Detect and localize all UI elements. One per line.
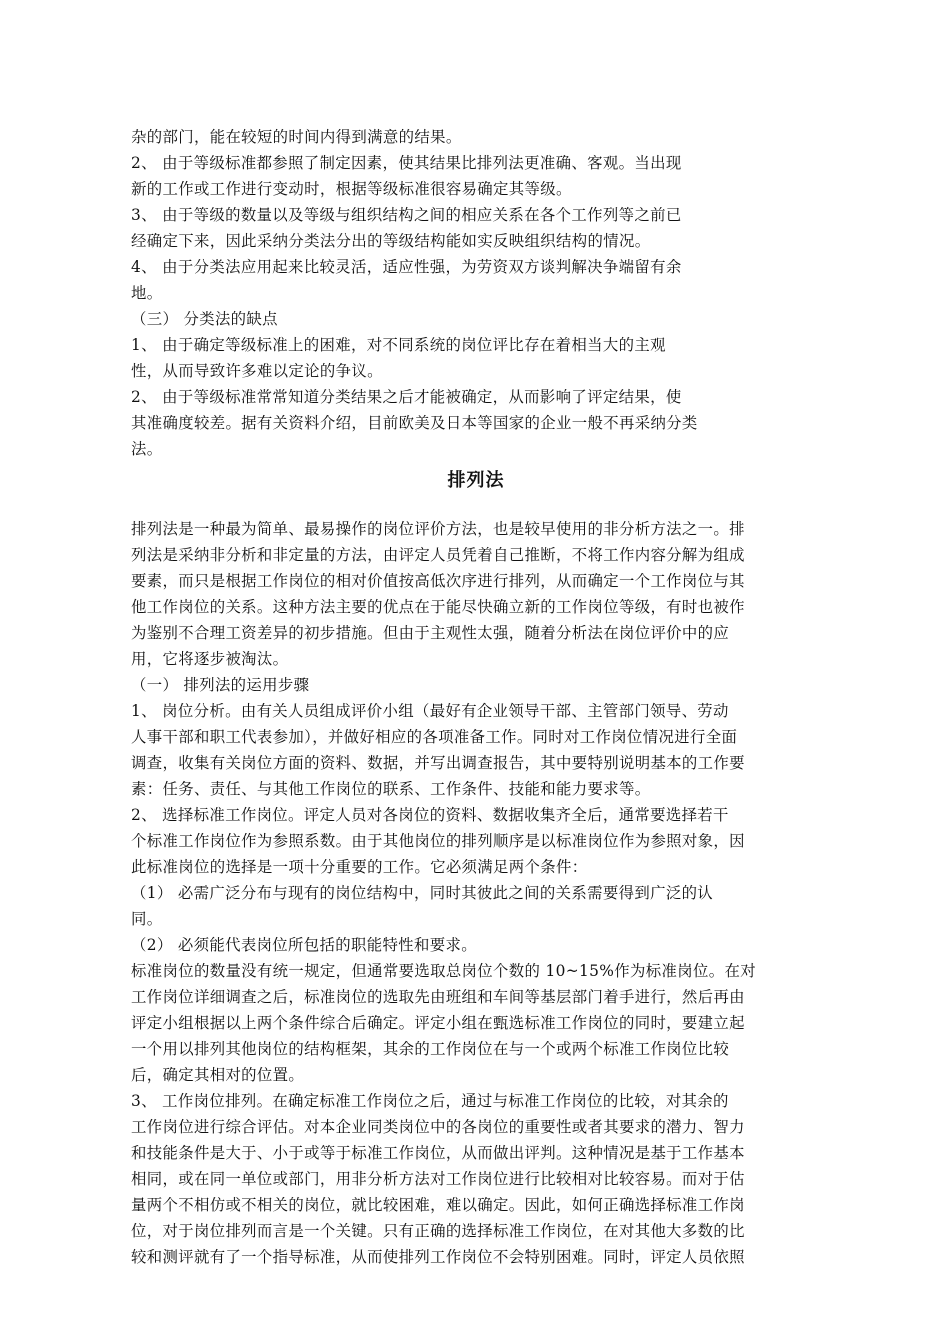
text-line: 调查，收集有关岗位方面的资料、数据，并写出调查报告，其中要特别说明基本的工作要 (131, 754, 745, 772)
text-line: （三） 分类法的缺点 (131, 310, 278, 328)
text-line: 他工作岗位的关系。这种方法主要的优点在于能尽快确立新的工作岗位等级，有时也被作 (131, 598, 745, 616)
text-line: 较和测评就有了一个指导标准，从而使排列工作岗位不会特别困难。同时，评定人员依照 (131, 1248, 745, 1266)
text-line: 法。 (131, 440, 163, 458)
document-body (131, 124, 821, 1270)
text-line: 用，它将逐步被淘汰。 (131, 650, 289, 668)
ranking-method-section (131, 516, 821, 1270)
text-line: 相同，或在同一单位或部门，用非分析方法对工作岗位进行比较相对比较容易。而对于估 (131, 1170, 745, 1188)
text-line: 3、 工作岗位排列。在确定标准工作岗位之后，通过与标准工作岗位的比较，对其余的 (131, 1092, 729, 1110)
text-line: 3、 由于等级的数量以及等级与组织结构之间的相应关系在各个工作列等之前已 (131, 206, 682, 224)
text-line: 个标准工作岗位作为参照系数。由于其他岗位的排列顺序是以标准岗位作为参照对象，因 (131, 832, 745, 850)
text-line: （1） 必需广泛分布与现有的岗位结构中，同时其彼此之间的关系需要得到广泛的认 (131, 884, 714, 902)
text-line: 新的工作或工作进行变动时，根据等级标准很容易确定其等级。 (131, 180, 572, 198)
text-line: 工作岗位详细调查之后，标准岗位的选取先由班组和车间等基层部门着手进行，然后再由 (131, 988, 745, 1006)
text-line: （2） 必须能代表岗位所包括的职能特性和要求。 (131, 936, 477, 954)
text-line: 此标准岗位的选择是一项十分重要的工作。它必须满足两个条件： (131, 858, 588, 876)
text-line: 4、 由于分类法应用起来比较灵活，适应性强，为劳资双方谈判解决争端留有余 (131, 258, 682, 276)
text-line: 位，对于岗位排列而言是一个关键。只有正确的选择标准工作岗位，在对其他大多数的比 (131, 1222, 745, 1240)
text-line: （一） 排列法的运用步骤 (131, 676, 310, 694)
text-line: 同。 (131, 910, 163, 928)
text-line: 一个用以排列其他岗位的结构框架，其余的工作岗位在与一个或两个标准工作岗位比较 (131, 1040, 730, 1058)
classification-method-section (131, 124, 821, 462)
text-line: 2、 由于等级标准都参照了制定因素，使其结果比排列法更准确、客观。当出现 (131, 154, 682, 172)
text-line: 标准岗位的数量没有统一规定，但通常要选取总岗位个数的 10~15%作为标准岗位。在对 (131, 962, 756, 980)
text-line: 地。 (131, 284, 163, 302)
text-line: 经确定下来，因此采纳分类法分出的等级结构能如实反映组织结构的情况。 (131, 232, 651, 250)
section-heading: 排列法 (447, 470, 505, 491)
text-line: 1、 岗位分析。由有关人员组成评价小组（最好有企业领导干部、主管部门领导、劳动 (131, 702, 729, 720)
text-line: 评定小组根据以上两个条件综合后确定。评定小组在甄选标准工作岗位的同时，要建立起 (131, 1014, 745, 1032)
text-line: 列法是采纳非分析和非定量的方法，由评定人员凭着自己推断，不将工作内容分解为组成 (131, 546, 745, 564)
text-line: 和技能条件是大于、小于或等于标准工作岗位，从而做出评判。这种情况是基于工作基本 (131, 1144, 745, 1162)
text-line: 排列法是一种最为简单、最易操作的岗位评价方法，也是较早使用的非分析方法之一。排 (131, 520, 745, 538)
text-line: 人事干部和职工代表参加），并做好相应的各项准备工作。同时对工作岗位情况进行全面 (131, 728, 738, 746)
text-line: 1、 由于确定等级标准上的困难，对不同系统的岗位评比存在着相当大的主观 (131, 336, 666, 354)
text-line: 性，从而导致许多难以定论的争议。 (131, 362, 383, 380)
text-line: 为鉴别不合理工资差异的初步措施。但由于主观性太强，随着分析法在岗位评价中的应 (131, 624, 730, 642)
text-line: 杂的部门，能在较短的时间内得到满意的结果。 (131, 128, 462, 146)
text-line: 工作岗位进行综合评估。对本企业同类岗位中的各岗位的重要性或者其要求的潜力、智力 (131, 1118, 745, 1136)
text-line: 后，确定其相对的位置。 (131, 1066, 305, 1084)
text-line: 其准确度较差。据有关资料介绍，目前欧美及日本等国家的企业一般不再采纳分类 (131, 414, 698, 432)
text-line: 量两个不相仿或不相关的岗位，就比较困难，难以确定。因此，如何正确选择标准工作岗 (131, 1196, 745, 1214)
text-line: 2、 选择标准工作岗位。评定人员对各岗位的资料、数据收集齐全后，通常要选择若干 (131, 806, 729, 824)
text-line: 2、 由于等级标准常常知道分类结果之后才能被确定，从而影响了评定结果，使 (131, 388, 682, 406)
text-line: 要素，而只是根据工作岗位的相对价值按高低次序进行排列，从而确定一个工作岗位与其 (131, 572, 745, 590)
text-line: 素：任务、责任、与其他工作岗位的联系、工作条件、技能和能力要求等。 (131, 780, 651, 798)
